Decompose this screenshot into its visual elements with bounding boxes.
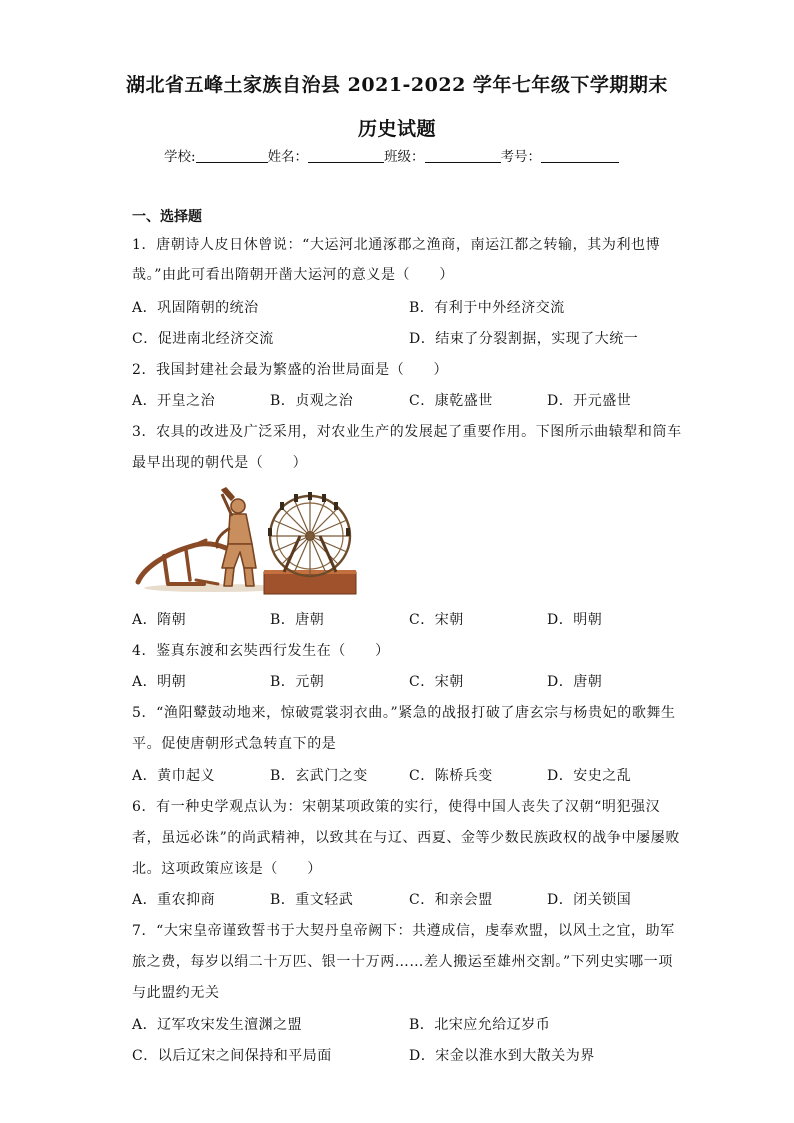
q7-option-a[interactable]: A．辽军攻宋发生澶渊之盟	[132, 1017, 303, 1033]
q1-option-d[interactable]: D．结束了分裂割据，实现了大统一	[409, 331, 639, 347]
q2-option-b[interactable]: B．贞观之治	[270, 393, 354, 409]
q3-option-b[interactable]: B．唐朝	[270, 612, 325, 628]
q1-option-b[interactable]: B．有利于中外经济交流	[409, 300, 565, 316]
plow-and-waterwheel-figure	[134, 484, 358, 596]
question-7-line-2: 旅之费，每岁以绢二十万匹、银一十万两……差人搬运至雄州交割。”下列史实哪一项	[132, 954, 673, 970]
question-2-line-1: 2．我国封建社会最为繁盛的治世局面是（ ）	[132, 362, 449, 378]
question-6-line-2: 者，虽远必诛”的尚武精神，以致其在与辽、西夏、金等少数民族政权的战争中屡屡败	[132, 830, 680, 846]
student-info-line	[164, 145, 619, 165]
question-5-line-2: 平。促使唐朝形式急转直下的是	[132, 736, 337, 752]
question-1-line-2: 哉。”由此可看出隋朝开凿大运河的意义是（ ）	[132, 267, 454, 283]
q6-option-b[interactable]: B．重文轻武	[270, 892, 354, 908]
question-6-line-3: 北。这项政策应该是（ ）	[132, 861, 322, 877]
q6-option-a[interactable]: A．重农抑商	[132, 892, 216, 908]
q5-option-a[interactable]: A．黄巾起义	[132, 768, 216, 784]
class-label: 班级：	[384, 149, 425, 165]
school-blank[interactable]	[196, 148, 268, 163]
q4-option-a[interactable]: A．明朝	[132, 674, 187, 690]
question-5-line-1: 5．“渔阳鼙鼓动地来，惊破霓裳羽衣曲。”紧急的战报打破了唐玄宗与杨贵妃的歌舞生	[132, 705, 676, 721]
name-blank[interactable]	[308, 148, 384, 163]
curved-plow-icon	[138, 540, 226, 584]
q6-option-c[interactable]: C．和亲会盟	[409, 892, 493, 908]
q4-option-d[interactable]: D．唐朝	[547, 674, 603, 690]
name-label: 姓名：	[267, 149, 309, 165]
exam-title-line2: 历史试题	[357, 118, 436, 140]
q2-option-d[interactable]: D．开元盛世	[547, 393, 632, 409]
question-3-line-2: 最早出现的朝代是（ ）	[132, 455, 308, 471]
question-3-line-1: 3．农具的改进及广泛采用，对农业生产的发展起了重要作用。下图所示曲辕犁和筒车	[132, 424, 682, 440]
question-4-line-1: 4．鉴真东渡和玄奘西行发生在（ ）	[132, 643, 390, 659]
q2-option-a[interactable]: A．开皇之治	[132, 393, 216, 409]
school-label: 学校:	[164, 149, 196, 165]
q5-option-b[interactable]: B．玄武门之变	[270, 768, 368, 784]
q4-option-b[interactable]: B．元朝	[270, 674, 325, 690]
q2-option-c[interactable]: C．康乾盛世	[409, 393, 493, 409]
class-blank[interactable]	[425, 148, 501, 163]
q1-option-a[interactable]: A．巩固隋朝的统治	[132, 300, 259, 316]
ground-shadow	[144, 584, 284, 592]
number-blank[interactable]	[541, 148, 619, 163]
number-label: 考号：	[500, 149, 542, 165]
question-7-line-1: 7．“大宋皇帝谨致誓书于大契丹皇帝阙下：共遵成信，虔奉欢盟，以风土之宜，助军	[132, 923, 675, 939]
q5-option-d[interactable]: D．安史之乱	[547, 768, 632, 784]
q1-option-c[interactable]: C．促进南北经济交流	[132, 331, 274, 347]
q3-option-d[interactable]: D．明朝	[547, 612, 603, 628]
farmer-icon	[217, 488, 256, 586]
q3-option-a[interactable]: A．隋朝	[132, 612, 187, 628]
question-1-line-1: 1．唐朝诗人皮日休曾说：“大运河北通涿郡之渔商，南运江都之转输，其为利也博	[132, 237, 661, 253]
q5-option-c[interactable]: C．陈桥兵变	[409, 768, 493, 784]
section-heading: 一、选择题	[132, 209, 202, 225]
exam-title-line1: 湖北省五峰土家族自治县 2021-2022 学年七年级下学期期末	[126, 74, 668, 96]
question-7-line-3: 与此盟约无关	[132, 985, 220, 1001]
water-wheel-icon	[264, 492, 356, 594]
q7-option-b[interactable]: B．北宋应允给辽岁币	[409, 1017, 551, 1033]
q7-option-c[interactable]: C．以后辽宋之间保持和平局面	[132, 1048, 332, 1064]
q4-option-c[interactable]: C．宋朝	[409, 674, 464, 690]
question-6-line-1: 6．有一种史学观点认为：宋朝某项政策的实行，使得中国人丧失了汉朝“明犯强汉	[132, 799, 661, 815]
q6-option-d[interactable]: D．闭关锁国	[547, 892, 632, 908]
q3-option-c[interactable]: C．宋朝	[409, 612, 464, 628]
q7-option-d[interactable]: D．宋金以淮水到大散关为界	[409, 1048, 595, 1064]
